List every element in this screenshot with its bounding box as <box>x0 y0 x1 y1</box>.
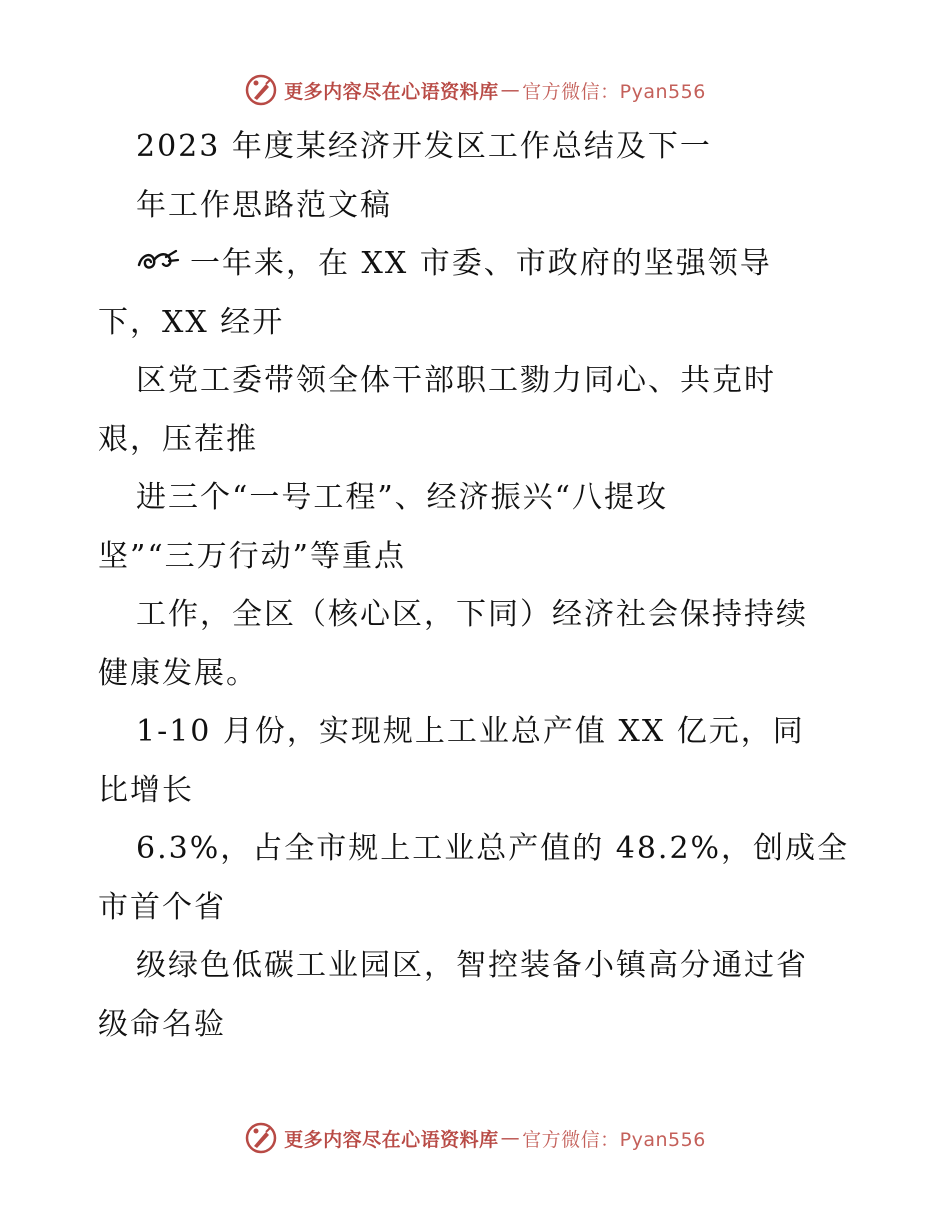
paragraph-line-text: 一年来，在 XX 市委、市政府的坚强领导 <box>190 246 772 281</box>
banner-text: 更多内容尽在心语资料库 <box>284 1128 499 1151</box>
paragraph-line <box>98 235 898 294</box>
paragraph-line: 区党工委带领全体干部职工勠力同心、共克时 <box>136 363 776 398</box>
footer-banner <box>0 1118 950 1158</box>
paragraph-line: 工作，全区（核心区，下同）经济社会保持持续 <box>136 597 808 632</box>
banner-wechat: 官方微信：Pyan556 <box>522 1128 706 1151</box>
paragraph-line: 艰，压茬推 <box>98 421 258 457</box>
paragraph-line: 比增长 <box>98 772 194 808</box>
document-body <box>98 118 898 1054</box>
document-title-line-2: 年工作思路范文稿 <box>136 187 392 223</box>
paragraph-line: 坚”“三万行动”等重点 <box>98 538 407 574</box>
paragraph-line: 6.3%，占全市规上工业总产值的 48.2%，创成全 <box>136 831 850 866</box>
paragraph-line: 健康发展。 <box>98 655 258 691</box>
banner-wechat: 官方微信：Pyan556 <box>522 80 706 103</box>
pen-nib-logo-icon <box>244 73 278 107</box>
paragraph-line: 市首个省 <box>98 889 226 925</box>
banner-dash: — <box>500 79 521 101</box>
paragraph-line: 1-10 月份，实现规上工业总产值 XX 亿元，同 <box>136 714 805 749</box>
paragraph-line: 进三个“一号工程”、经济振兴“八提攻 <box>136 480 669 515</box>
flourish-ornament-icon <box>136 248 180 276</box>
paragraph-line: 级绿色低碳工业园区，智控装备小镇高分通过省 <box>136 948 808 983</box>
pen-nib-logo-icon <box>244 1121 278 1155</box>
banner-dash: — <box>500 1127 521 1149</box>
banner-text: 更多内容尽在心语资料库 <box>284 80 499 103</box>
document-title-line-1: 2023 年度某经济开发区工作总结及下一 <box>136 129 712 164</box>
header-banner <box>0 70 950 110</box>
paragraph-line: 级命名验 <box>98 1006 226 1042</box>
paragraph-line: 下，XX 经开 <box>98 304 285 340</box>
